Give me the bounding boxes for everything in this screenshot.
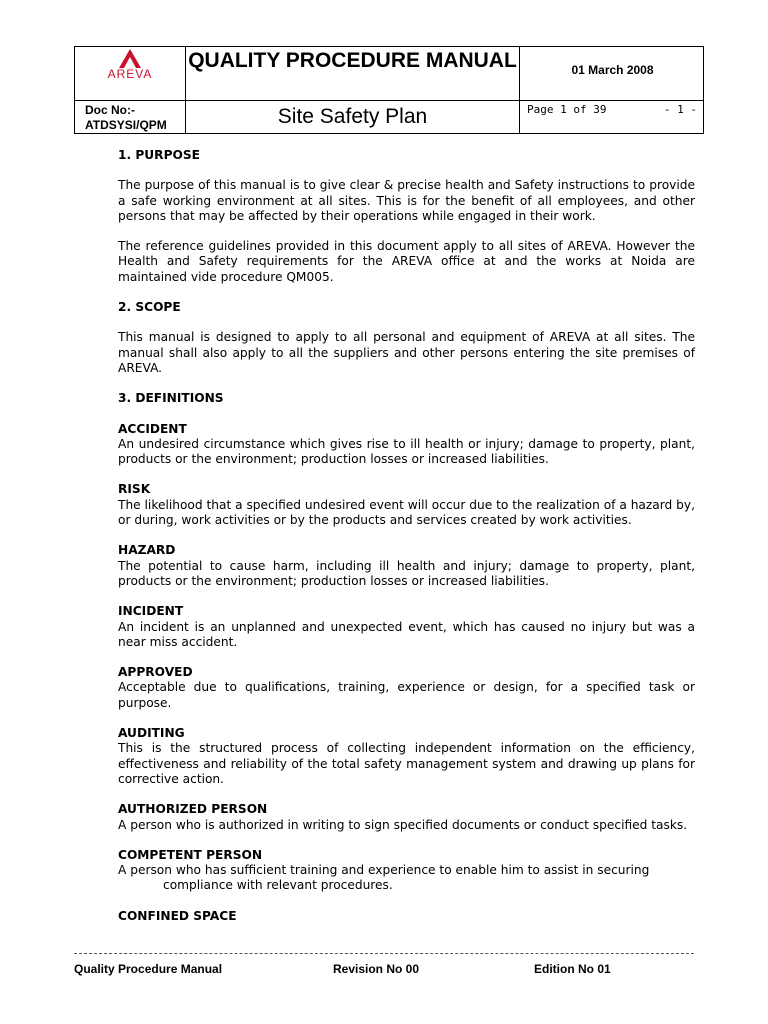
definition-term: RISK (118, 482, 151, 497)
paragraph: This manual is designed to apply to all personal and equipment of AREVA at all sites. The manual shall also apply to all the suppliers and other persons entering the site premises of AREVA. (118, 330, 695, 375)
definition-term: CONFINED SPACE (118, 908, 237, 923)
definition-text (118, 863, 695, 894)
definition-text-line: compliance with relevant procedures. (163, 878, 393, 893)
definition-text: This is the structured process of collecting independent information on the efficiency, effectiveness and reliability of the total safety management system and drawing up plans for corrective action. (118, 741, 695, 786)
definition-text: An undesired circumstance which gives rise to ill health or injury; damage to property, plant, products or the environment; production losses or increased liabilities. (118, 436, 695, 467)
definition-text-line: A person who has sufficient training and experience to enable him to assist in securing (118, 863, 650, 878)
section-heading-definitions: 3. DEFINITIONS (118, 391, 224, 406)
page-indicator: Page 1 of 39 (527, 103, 607, 116)
doc-number-label: Doc No:- (85, 103, 135, 117)
paragraph: The purpose of this manual is to give clear & precise health and Safety instructions to provide a safe working environment at all sites. This is for the benefit of all employees, and other persons that may be affected by their operations while engaged in their work. (118, 178, 695, 223)
definition-term: AUTHORIZED PERSON (118, 802, 268, 817)
definition-term: HAZARD (118, 543, 176, 558)
section-heading-purpose: 1. PURPOSE (118, 148, 200, 162)
definition-text: An incident is an unplanned and unexpected event, which has caused no injury but was a near miss accident. (118, 619, 695, 649)
footer-revision: Revision No 00 (333, 962, 420, 976)
definition-text: A person who is authorized in writing to sign specified documents or conduct specified tasks. (118, 817, 688, 832)
definition-term: COMPETENT PERSON (118, 847, 263, 862)
definition-term: ACCIDENT (118, 421, 187, 436)
areva-a-icon (105, 49, 155, 69)
footer-divider (74, 953, 694, 954)
header-divider (519, 47, 520, 133)
page-number: - 1 - (663, 103, 697, 116)
doc-number (85, 103, 167, 133)
doc-number-value: ATDSYSI/QPM (85, 118, 167, 132)
logo-text: AREVA (107, 67, 153, 81)
document-subtitle: Site Safety Plan (277, 105, 428, 128)
definition-term: APPROVED (118, 665, 193, 680)
document-body (118, 148, 695, 924)
footer-edition: Edition No 01 (534, 962, 611, 976)
definition-text: The likelihood that a specified undesired event will occur due to the realization of a hazard by, or during, work activities or by the products and services created by work activities. (118, 497, 695, 528)
paragraph: The reference guidelines provided in this document apply to all sites of AREVA. However the Health and Safety requirements for the AREVA office at and the works at Noida are maintained vide procedure QM005. (118, 239, 695, 284)
section-heading-scope: 2. SCOPE (118, 300, 181, 315)
areva-logo (75, 47, 185, 101)
document-date: 01 March 2008 (571, 63, 654, 77)
document-title: QUALITY PROCEDURE MANUAL (188, 49, 517, 72)
definition-text: Acceptable due to qualifications, training, experience or design, for a specified task or purpose. (118, 680, 695, 710)
definition-term: AUDITING (118, 726, 185, 741)
definition-term: INCIDENT (118, 604, 184, 619)
definition-text: The potential to cause harm, including ill health and injury; damage to property, plant, products or the environment; production losses or increased liabilities. (118, 558, 695, 588)
footer-manual-name: Quality Procedure Manual (74, 962, 223, 976)
document-header (74, 46, 704, 134)
